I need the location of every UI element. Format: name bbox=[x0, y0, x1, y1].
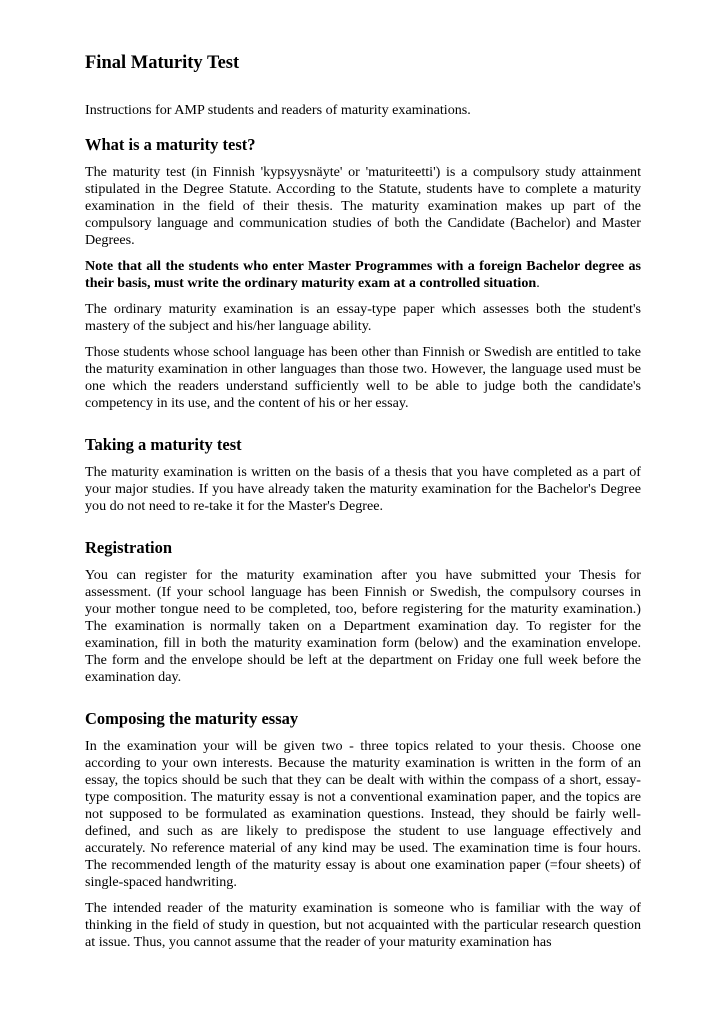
paragraph: You can register for the maturity examination after you have submitted your Thesis for assessment. (If your school language has been Finnish or Swedish, the compulsory courses in your mother tongue need to be completed, too, before registering for the maturity examination.) The examination is normally taken on a Department examination day. To register for the examination, fill in both the maturity examination form (below) and the examination envelope. The form and the envelope should be left at the department on Friday one full week before the examination day. bbox=[85, 567, 641, 685]
paragraph: Those students whose school language has been other than Finnish or Swedish are entitled to take the maturity examination in other languages than those two. However, the language used must be one which the readers understand sufficiently well to be able to judge both the candidate's competency in its use, and the content of his or her essay. bbox=[85, 344, 641, 411]
section-heading-taking: Taking a maturity test bbox=[85, 435, 242, 454]
paragraph: The maturity test (in Finnish 'kypsyysnäyte' or 'maturiteetti') is a compulsory study attainment stipulated in the Degree Statute. According to the Statute, students have to complete a maturity examination in the field of their thesis. The maturity examination makes up part of the compulsory language and communication studies of both the Candidate (Bachelor) and Master Degrees. bbox=[85, 164, 641, 248]
paragraph: In the examination your will be given two - three topics related to your thesis. Choose one according to your own interests. Because the maturity examination is written in the form of an essay, the topics should be such that they can be dealt with within the compass of a short, essay-type composition. The maturity essay is not a conventional examination paper, and the topics are not supposed to be formulated as examination questions. Instead, they should be fairly well-defined, and such as are likely to predispose the student to use language effectively and accurately. No reference material of any kind may be used. The examination time is four hours. The recommended length of the maturity essay is about one examination paper (=four sheets) of single-spaced handwriting. bbox=[85, 738, 641, 890]
paragraph: The ordinary maturity examination is an essay-type paper which assesses both the student's mastery of the subject and his/her language ability. bbox=[85, 301, 641, 334]
note-period: . bbox=[536, 275, 540, 291]
page-title: Final Maturity Test bbox=[85, 53, 240, 73]
document-page bbox=[85, 50, 641, 960]
section-heading-what-is: What is a maturity test? bbox=[85, 135, 256, 154]
note-bold-text: Note that all the students who enter Master Programmes with a foreign Bachelor degree as their basis, must write the ordinary maturity exam at a controlled situation bbox=[85, 258, 641, 291]
section-heading-registration: Registration bbox=[85, 538, 173, 557]
page-subtitle: Instructions for AMP students and readers of maturity examinations. bbox=[85, 102, 471, 118]
paragraph: The intended reader of the maturity examination is someone who is familiar with the way of thinking in the field of study in question, but not acquainted with the particular research question at issue. Thus, you cannot assume that the reader of your maturity examination has bbox=[85, 900, 641, 950]
paragraph: The maturity examination is written on the basis of a thesis that you have completed as a part of your major studies. If you have already taken the maturity examination for the Bachelor's Degree you do not need to re-take it for the Master's Degree. bbox=[85, 464, 641, 514]
note-paragraph bbox=[85, 258, 641, 292]
section-heading-composing: Composing the maturity essay bbox=[85, 709, 299, 728]
